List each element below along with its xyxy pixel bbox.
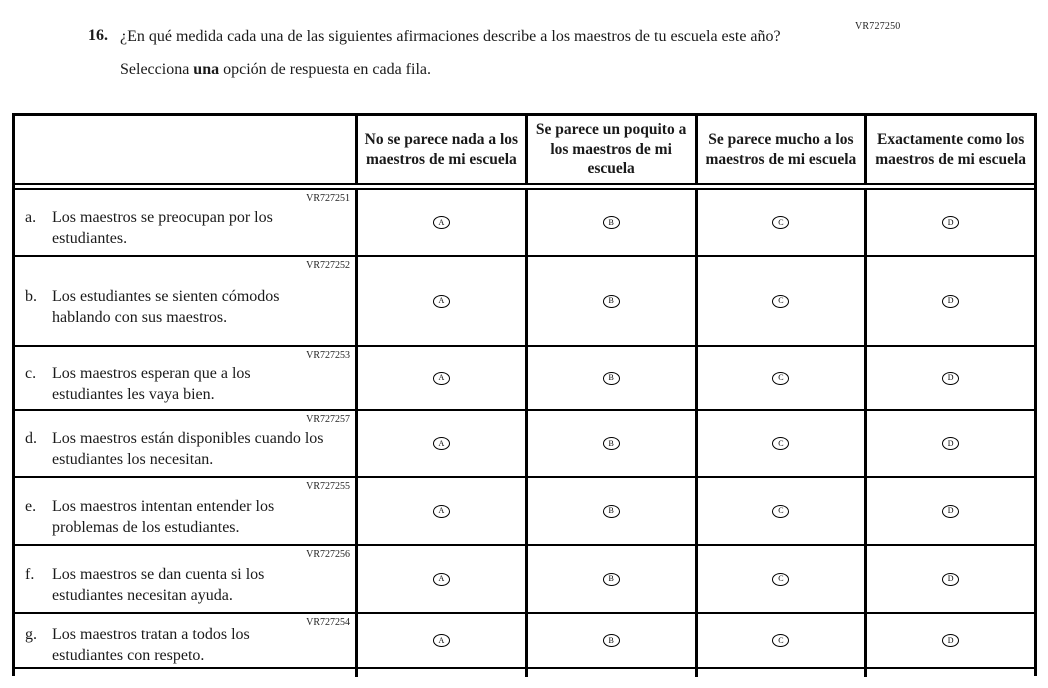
option-cell <box>525 614 695 667</box>
bubble-option-d[interactable]: D <box>942 573 959 586</box>
bubble-option-c[interactable]: C <box>772 216 789 229</box>
form-code: VR727250 <box>855 21 901 32</box>
row-letter: a. <box>25 209 37 227</box>
bubble-option-b[interactable]: B <box>603 634 620 647</box>
statement-text: Los estudiantes se sienten cómodos hablando con sus maestros. <box>52 287 280 326</box>
item-code: VR727254 <box>306 617 350 628</box>
bubble-option-d[interactable]: D <box>942 634 959 647</box>
statement-text: Los maestros se dan cuenta si los estudiantes necesitan ayuda. <box>52 565 265 604</box>
statement-cell <box>15 190 355 255</box>
option-cell <box>695 614 865 667</box>
option-cell <box>355 411 525 476</box>
table-row-a <box>15 190 1034 255</box>
bubble-option-d[interactable]: D <box>942 505 959 518</box>
option-cell <box>525 190 695 255</box>
statement-text: Los maestros están disponibles cuando los estudiantes los necesitan. <box>52 430 324 468</box>
option-cell <box>355 190 525 255</box>
bubble-option-c[interactable]: C <box>772 437 789 450</box>
row-letter: c. <box>25 364 37 382</box>
bubble-option-d[interactable]: D <box>942 295 959 308</box>
bubble-option-b[interactable]: B <box>603 216 620 229</box>
statement-cell <box>15 257 355 345</box>
bubble-option-d[interactable]: D <box>942 216 959 229</box>
option-cell <box>525 546 695 612</box>
bubble-option-a[interactable]: A <box>433 295 450 308</box>
option-cell <box>864 190 1034 255</box>
bubble-option-a[interactable]: A <box>433 372 450 385</box>
option-cell <box>355 257 525 345</box>
option-cell <box>864 411 1034 476</box>
bubble-option-c[interactable]: C <box>772 505 789 518</box>
table-row-b <box>15 255 1034 345</box>
option-cell <box>695 257 865 345</box>
instruction-suffix: opción de respuesta en cada fila. <box>219 60 431 78</box>
option-cell <box>355 347 525 409</box>
option-cell <box>864 257 1034 345</box>
bubble-option-b[interactable]: B <box>603 573 620 586</box>
header-col-not-at-all: No se parece nada a los maestros de mi escuela <box>355 116 525 183</box>
option-cell <box>525 347 695 409</box>
option-cell <box>525 478 695 544</box>
statement-cell <box>15 478 355 544</box>
bubble-option-c[interactable]: C <box>772 372 789 385</box>
option-cell <box>355 478 525 544</box>
item-code: VR727255 <box>306 481 350 492</box>
bubble-option-a[interactable]: A <box>433 634 450 647</box>
bubble-option-a[interactable]: A <box>433 573 450 586</box>
bubble-option-d[interactable]: D <box>942 437 959 450</box>
statement-cell <box>15 546 355 612</box>
bubble-option-a[interactable]: A <box>433 505 450 518</box>
bubble-option-a[interactable]: A <box>433 437 450 450</box>
table-row-c <box>15 345 1034 409</box>
row-letter: e. <box>25 497 37 515</box>
option-cell <box>695 190 865 255</box>
option-cell <box>525 411 695 476</box>
question-text: ¿En qué medida cada una de las siguientes afirmaciones describe a los maestros de tu escuela este año? <box>120 28 781 45</box>
bubble-option-d[interactable]: D <box>942 372 959 385</box>
bubble-option-c[interactable]: C <box>772 634 789 647</box>
table-row-d <box>15 409 1034 476</box>
response-matrix-table <box>12 113 1037 676</box>
item-code: VR727252 <box>306 260 350 271</box>
bubble-option-c[interactable]: C <box>772 295 789 308</box>
bubble-option-b[interactable]: B <box>603 437 620 450</box>
option-cell <box>864 546 1034 612</box>
header-empty-cell <box>15 116 355 183</box>
bubble-option-b[interactable]: B <box>603 295 620 308</box>
option-cell <box>695 478 865 544</box>
row-letter: b. <box>25 287 37 305</box>
table-row-g <box>15 612 1034 667</box>
item-code: VR727253 <box>306 350 350 361</box>
option-cell <box>864 347 1034 409</box>
option-cell <box>355 614 525 667</box>
statement-cell <box>15 347 355 409</box>
table-row-e <box>15 476 1034 544</box>
header-col-exactly: Exactamente como los maestros de mi escuela <box>864 116 1034 183</box>
option-cell <box>695 411 865 476</box>
option-cell <box>525 257 695 345</box>
row-letter: f. <box>25 565 35 583</box>
question-instruction <box>120 61 810 79</box>
instruction-emphasis: una <box>193 60 220 78</box>
statement-text: Los maestros esperan que a los estudiantes les vaya bien. <box>52 364 251 403</box>
header-col-a-little: Se parece un poquito a los maestros de mi escuela <box>525 116 695 183</box>
statement-cell <box>15 411 355 476</box>
statement-text: Los maestros intentan entender los problemas de los estudiantes. <box>52 497 275 536</box>
bubble-option-c[interactable]: C <box>772 573 789 586</box>
bubble-option-b[interactable]: B <box>603 505 620 518</box>
option-cell <box>864 478 1034 544</box>
statement-text: Los maestros se preocupan por los estudiantes. <box>52 209 273 247</box>
bubble-option-b[interactable]: B <box>603 372 620 385</box>
bubble-option-a[interactable]: A <box>433 216 450 229</box>
row-letter: d. <box>25 430 37 448</box>
statement-cell <box>15 614 355 667</box>
instruction-prefix: Selecciona <box>120 60 194 78</box>
item-code: VR727256 <box>306 549 350 560</box>
statement-cell <box>15 669 355 688</box>
statement-text: Los maestros tratan a todos los estudiantes con respeto. <box>52 625 250 664</box>
row-letter: g. <box>25 625 37 643</box>
question-number: 16. <box>88 27 108 44</box>
item-code: VR727257 <box>306 414 350 425</box>
table-header-row <box>15 116 1034 190</box>
item-code: VR727251 <box>306 193 350 204</box>
option-cell <box>355 546 525 612</box>
table-row-f <box>15 544 1034 612</box>
option-cell <box>695 347 865 409</box>
question-block <box>88 27 810 79</box>
option-cell <box>864 614 1034 667</box>
option-cell <box>695 546 865 612</box>
header-col-a-lot: Se parece mucho a los maestros de mi escuela <box>695 116 865 183</box>
